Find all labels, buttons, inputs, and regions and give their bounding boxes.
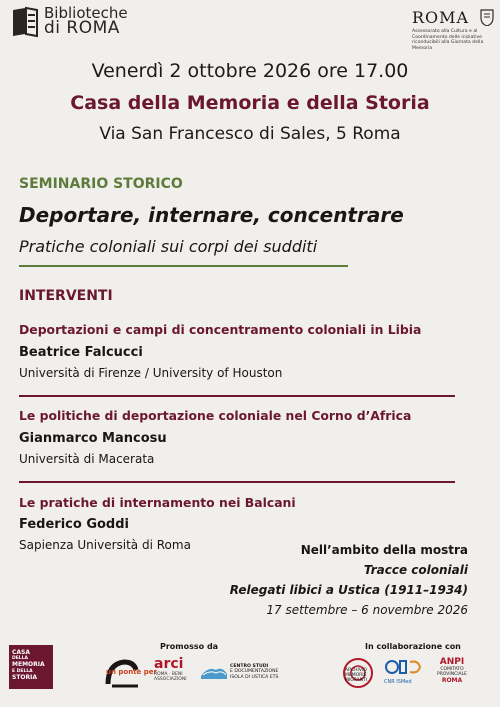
- centro-studi-ustica-logo: [200, 662, 279, 684]
- anpi-roma-logo: [432, 657, 472, 689]
- talk-2-title: Le politiche di deportazione coloniale nel Corno d’Africa: [19, 408, 412, 423]
- cnr-ismed-logo: [384, 658, 424, 688]
- casa-logo-line: DELLA: [12, 656, 29, 662]
- collab-3-line2: COMITATO PROVINCIALE: [437, 667, 467, 677]
- event-date: Venerdì 2 ottobre 2026 ore 17.00: [91, 60, 409, 82]
- talk-1-speaker: Beatrice Falcucci: [19, 345, 143, 360]
- seminar-title: Deportare, internare, concentrare: [19, 203, 404, 227]
- cnr-logo-icon: [384, 658, 424, 676]
- book-logo-icon: [10, 6, 40, 38]
- talk-2-divider: [19, 481, 455, 483]
- roma-logo-subtitle: Assessorato alla Cultura e al Coordinamento delle iniziative riconducibili alla Giornata della Memoria: [412, 29, 484, 51]
- island-logo-icon: [200, 664, 228, 680]
- biblioteche-di-roma-logo: [10, 6, 128, 38]
- promoter-3-line3: ISOLA DI USTICA ETS: [230, 674, 279, 680]
- promoter-3-line1: CENTRO STUDI: [230, 664, 269, 669]
- talk-3-affiliation: Sapienza Università di Roma: [19, 538, 191, 552]
- collab-3-line1: ANPI: [439, 657, 465, 667]
- promoter-3-line2: E DOCUMENTAZIONE: [230, 669, 279, 675]
- promoted-by-label: Promosso da: [160, 642, 219, 651]
- event-venue: Casa della Memoria e della Storia: [70, 92, 430, 114]
- arci-logo: [154, 656, 188, 690]
- promoter-2-name: arci: [154, 656, 184, 672]
- talk-3-title: Le pratiche di internamento nei Balcani: [19, 495, 296, 510]
- exhibit-intro: Nell’ambito della mostra: [300, 543, 468, 557]
- library-logo-text: [44, 6, 128, 36]
- talk-3-speaker: Federico Goddi: [19, 517, 129, 532]
- exhibit-title-line1: Tracce coloniali: [363, 563, 468, 577]
- library-logo-line2: di ROMA: [44, 18, 120, 38]
- roma-crest-icon: [480, 8, 494, 26]
- seminar-label: SEMINARIO STORICO: [19, 176, 183, 192]
- casa-logo-line: E DELLA: [12, 668, 33, 674]
- roma-capitale-logo: [412, 8, 496, 51]
- casa-logo-line: STORIA: [12, 673, 38, 681]
- casa-logo-line: MEMORIA: [12, 661, 45, 669]
- talk-1-title: Deportazioni e campi di concentramento coloniali in Libia: [19, 322, 422, 337]
- library-logo-line1: Biblioteche: [44, 4, 128, 22]
- seminar-subtitle: Pratiche coloniali sui corpi dei sudditi: [19, 237, 318, 256]
- talk-2-affiliation: Università di Macerata: [19, 452, 155, 466]
- un-ponte-per-logo: [102, 656, 157, 690]
- collab-2-name: CNR ISMed: [384, 679, 412, 685]
- archivio-memorie-migranti-logo: [341, 656, 379, 690]
- talks-heading: INTERVENTI: [19, 288, 113, 304]
- exhibit-dates: 17 settembre – 6 novembre 2026: [266, 603, 468, 617]
- exhibit-title-line2: Relegati libici a Ustica (1911–1934): [229, 583, 468, 597]
- collab-3-line3: ROMA: [441, 677, 463, 684]
- talk-1-affiliation: Università di Firenze / University of Houston: [19, 366, 283, 380]
- casa-logo-line: CASA: [12, 649, 31, 656]
- talk-1-divider: [19, 395, 455, 397]
- seminar-divider: [19, 265, 348, 267]
- promoter-2-sub: ROMA · BENI ASSOCIAZIONI: [154, 672, 187, 682]
- collab-1-name: ARCHIVIO MEMORIE MIGRANTI: [345, 668, 368, 683]
- promoter-1-name: un ponte per: [106, 668, 157, 676]
- in-collaboration-label: In collaborazione con: [365, 642, 461, 651]
- talk-2-speaker: Gianmarco Mancosu: [19, 431, 167, 446]
- casa-della-memoria-logo: [9, 645, 53, 689]
- roma-logo-word: ROMA: [412, 8, 470, 27]
- event-address: Via San Francesco di Sales, 5 Roma: [99, 124, 401, 144]
